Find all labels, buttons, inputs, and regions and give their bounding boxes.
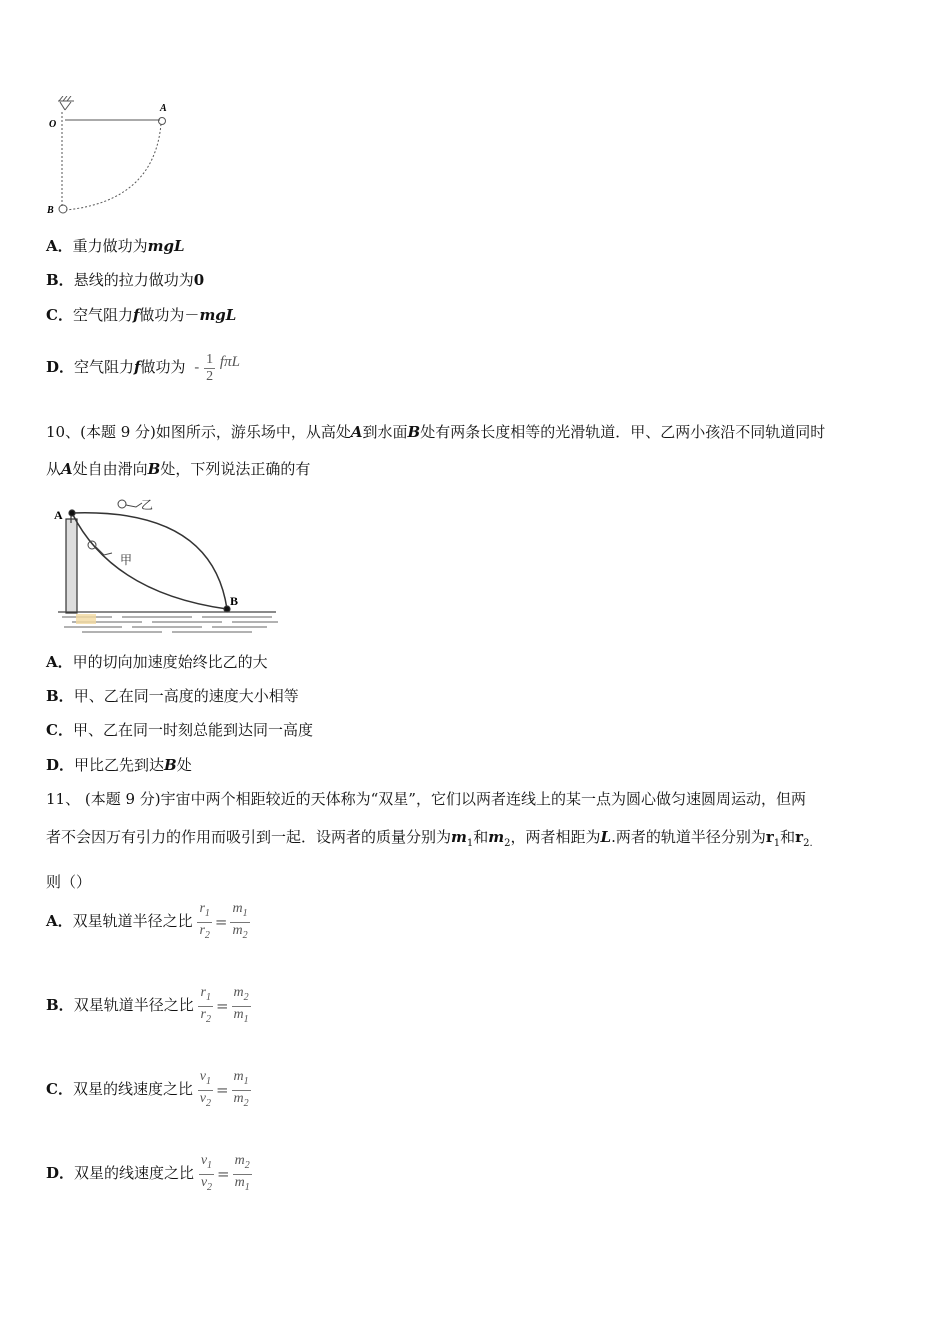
sub: 1 <box>243 1013 249 1025</box>
q9-option-a <box>46 236 185 256</box>
option-letter: C． <box>46 306 73 324</box>
ratio-left <box>198 985 212 1028</box>
q9-option-d <box>46 340 240 389</box>
radius-2: r <box>795 828 804 846</box>
equals-sign: = <box>217 1165 230 1183</box>
stem-part: 11、 (本题 9 分)宇宙中两个相距较近的天体称为“双星”，它们以两者连线上的某一点为圆心做匀速圆周运动，但两 <box>46 790 806 808</box>
label-jia: 甲 <box>120 553 133 567</box>
arc-path <box>66 124 161 210</box>
equals-sign: = <box>215 997 229 1015</box>
option-text: 甲、乙在同一高度的速度大小相等 <box>73 687 299 705</box>
q11-option-d <box>46 1150 252 1197</box>
option-text: 悬线的拉力做功为 <box>73 271 194 289</box>
equals-sign: = <box>214 913 228 931</box>
ball-b <box>59 205 67 213</box>
den-var: v <box>200 1174 208 1190</box>
ratio-left <box>197 901 211 944</box>
sub: 1 <box>244 1181 250 1193</box>
stem-part: 和 <box>780 828 796 846</box>
track-jia <box>72 513 227 609</box>
label-yi: 乙 <box>141 498 154 512</box>
stem-part: ，两者相距为 <box>510 828 601 846</box>
sub: 2 <box>205 1097 211 1109</box>
radius-1: r <box>765 828 774 846</box>
option-text: 重力做功为 <box>72 237 148 255</box>
label-b: B <box>230 594 239 608</box>
point-b: B <box>164 756 177 774</box>
fraction-half <box>204 352 215 385</box>
label-o: O <box>49 119 57 130</box>
q11-option-a <box>46 898 250 945</box>
point-a: A <box>350 423 363 441</box>
sub: 1 <box>242 907 248 919</box>
option-expr: 0 <box>193 271 205 289</box>
sub: 1 <box>204 907 210 919</box>
tower <box>66 519 77 613</box>
slides-figure <box>52 493 288 635</box>
stem-part: 从 <box>46 460 62 478</box>
sub: 2 <box>242 929 248 941</box>
q10-stem <box>46 414 916 488</box>
den-var: m <box>234 1174 245 1190</box>
label-b: B <box>47 205 54 216</box>
num-var: m <box>233 1068 244 1084</box>
stem-part: 则（） <box>46 873 92 891</box>
option-text2: 做功为－ <box>139 306 200 324</box>
num-var: v <box>199 1068 206 1084</box>
sub: 1 <box>205 991 211 1003</box>
option-letter: A． <box>46 912 73 930</box>
option-text: 双星轨道半径之比 <box>73 996 194 1014</box>
option-letter: D． <box>46 756 75 774</box>
q10-option-c <box>46 720 313 740</box>
option-text2: 做功为 <box>140 358 186 376</box>
num-var: m <box>232 900 243 916</box>
option-text: 甲、乙在同一时刻总能到达同一高度 <box>72 721 313 739</box>
option-expr: mgL <box>147 237 185 255</box>
q10-option-a <box>46 652 268 672</box>
ratio-left <box>199 1153 214 1196</box>
sub: 1 <box>466 838 474 849</box>
option-text: 空气阻力 <box>74 358 135 376</box>
sub: 2 <box>204 929 210 941</box>
option-letter: B． <box>46 687 74 705</box>
mass-1: m <box>451 828 467 846</box>
option-tail: fπL <box>219 354 240 370</box>
option-letter: D． <box>46 1164 75 1182</box>
option-text: 空气阻力 <box>72 306 133 324</box>
option-letter: B． <box>46 271 74 289</box>
num-var: r <box>199 900 205 916</box>
option-text: 双星的线速度之比 <box>74 1164 195 1182</box>
minus-sign: - <box>194 358 200 376</box>
distance-l: L <box>600 828 612 846</box>
sub: 2 <box>243 991 249 1003</box>
q10-option-b <box>46 686 299 706</box>
ratio-right <box>230 901 249 944</box>
q11-stem <box>46 780 916 901</box>
q11-option-b <box>46 982 251 1029</box>
option-letter: C． <box>46 1080 73 1098</box>
option-text: 甲比乙先到达 <box>74 756 165 774</box>
stem-part: 处自由滑向 <box>72 460 148 478</box>
label-a: A <box>54 508 63 522</box>
q10-option-d <box>46 755 192 775</box>
option-tail: 处 <box>176 756 192 774</box>
sub: 1 <box>243 1075 249 1087</box>
den-var: v <box>199 1090 206 1106</box>
option-f: f <box>132 306 140 324</box>
sub: 1 <box>207 1159 213 1171</box>
point-b: B <box>407 423 421 441</box>
numerator: 1 <box>206 351 214 367</box>
option-letter: A． <box>46 653 73 671</box>
pendulum-figure <box>44 96 184 221</box>
stem-part: 到水面 <box>362 423 408 441</box>
option-f: f <box>134 358 141 376</box>
den-var: m <box>232 922 243 938</box>
stem-part: 处有两条长度相等的光滑轨道．甲、乙两小孩沿不同轨道同时 <box>420 423 826 441</box>
ratio-right <box>233 1153 252 1196</box>
option-expr: mgL <box>199 306 237 324</box>
q9-option-b <box>46 270 204 290</box>
num-var: v <box>200 1152 208 1168</box>
point-b: B <box>147 460 161 478</box>
den-var: m <box>233 1090 244 1106</box>
num-var: m <box>234 1152 245 1168</box>
sub: 2 <box>244 1159 250 1171</box>
stem-part: .两者的轨道半径分别为 <box>611 828 766 846</box>
point-a-dot <box>69 510 75 516</box>
num-var: m <box>233 984 244 1000</box>
option-letter: A． <box>46 237 73 255</box>
stem-part: 10、(本题 9 分)如图所示，游乐场中，从高处 <box>46 423 351 441</box>
ratio-right <box>232 1069 251 1112</box>
sub: 1 <box>773 838 781 849</box>
q9-option-c <box>46 305 236 325</box>
ball-a <box>159 118 166 125</box>
sub: 2 <box>205 1013 211 1025</box>
sub: 2 <box>207 1181 213 1193</box>
option-text: 双星的线速度之比 <box>72 1080 193 1098</box>
q11-option-c <box>46 1066 251 1113</box>
sub: 2 <box>504 838 511 849</box>
option-letter: C． <box>46 721 73 739</box>
stem-part: 者不会因万有引力的作用而吸引到一起．设两者的质量分别为 <box>46 828 452 846</box>
ratio-left <box>198 1069 213 1112</box>
den-var: r <box>199 922 205 938</box>
sub: 2 <box>243 1097 249 1109</box>
sub: 1 <box>205 1075 211 1087</box>
option-text: 甲的切向加速度始终比乙的大 <box>72 653 268 671</box>
den-var: r <box>200 1006 206 1022</box>
den-var: m <box>233 1006 244 1022</box>
mass-2: m <box>488 828 505 846</box>
num-var: r <box>200 984 206 1000</box>
equals-sign: = <box>215 1081 229 1099</box>
option-letter: B． <box>46 996 74 1014</box>
label-a: A <box>160 103 167 114</box>
option-text: 双星轨道半径之比 <box>72 912 193 930</box>
sub: 2. <box>803 838 813 849</box>
ratio-right <box>232 985 251 1028</box>
denominator: 2 <box>206 368 214 384</box>
child-yi-icon <box>118 500 142 508</box>
stem-part: 处，下列说法正确的有 <box>160 460 311 478</box>
track-yi <box>72 513 227 609</box>
option-letter: D． <box>46 358 75 376</box>
stem-part: 和 <box>473 828 489 846</box>
point-a: A <box>61 460 73 478</box>
